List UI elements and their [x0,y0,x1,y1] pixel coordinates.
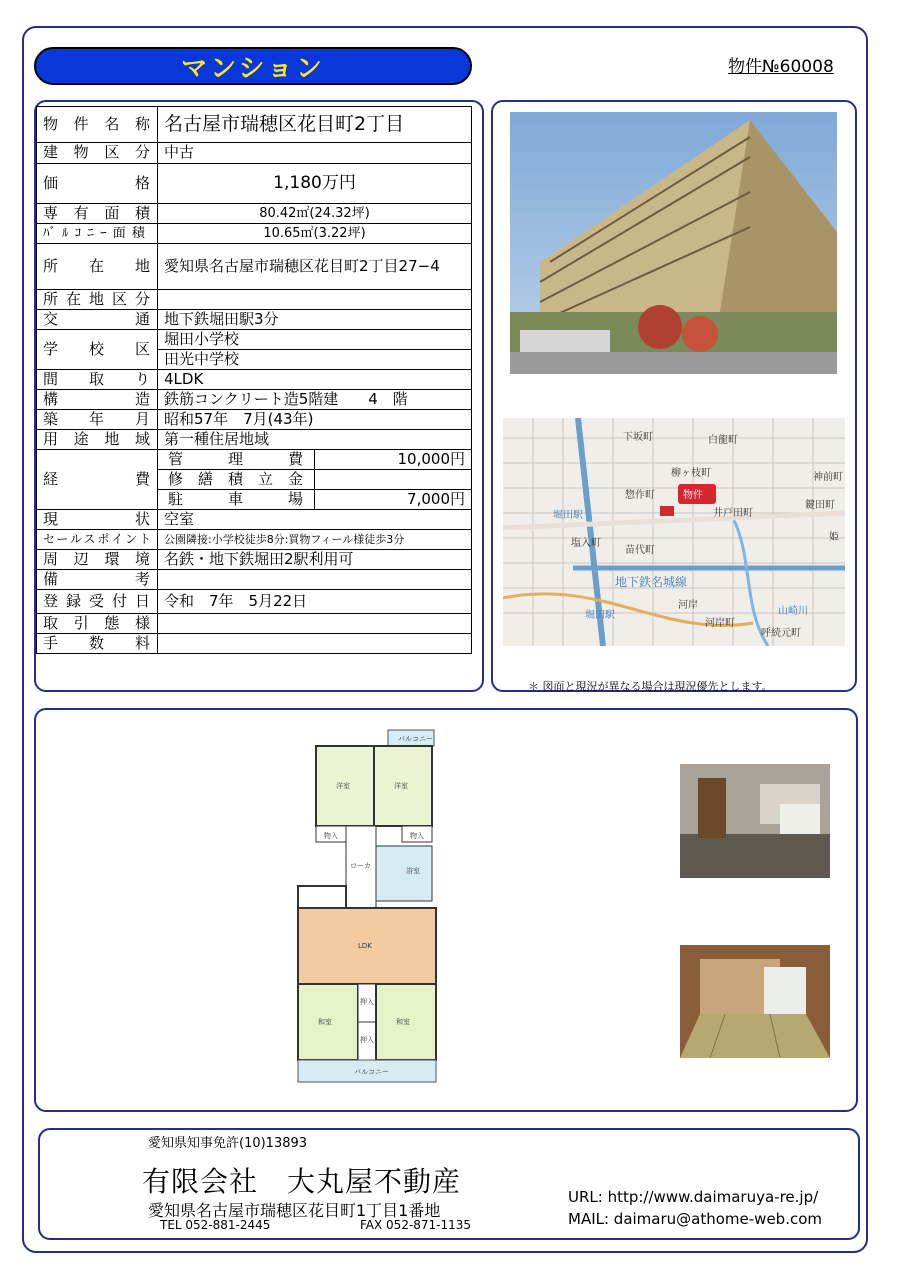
fee-value [158,634,472,654]
location-map [503,418,845,646]
table-row [37,410,472,430]
map-label-yamazaki: 山崎川 [778,606,808,617]
map-label-shinmae: 神前町 [813,472,843,483]
table-row [37,244,472,290]
map-label-sousaku: 惣作町 [625,490,655,501]
type-label: 建物区分 [37,143,158,164]
table-row [37,224,472,244]
interior-photo-washitsu [680,945,830,1058]
property-name: 名古屋市瑞穂区花目町2丁目 [158,107,472,143]
table-row [37,430,472,450]
structure-value: 鉄筋コンクリート造5階建 4 階 [158,390,472,410]
built-value: 昭和57年 7月(43年) [158,410,472,430]
company-url[interactable]: URL: http://www.daimaruya-re.jp/ [568,1188,819,1206]
property-info-table [36,106,472,654]
map-label-horita-station: 堀田駅 [553,510,583,521]
fee-label: 手数料 [37,634,158,654]
map-label-yobitsugi: 呼続元町 [761,628,801,639]
env-label: 周辺環境 [37,550,158,570]
map-label-kawagishicho: 河岸町 [705,618,735,629]
parking-value: 7,000円 [315,490,472,510]
balcony-value: 10.65㎡(3.22坪) [158,224,472,244]
zoning-value: 第一種住居地域 [158,430,472,450]
built-label: 築年月 [37,410,158,430]
table-row [37,550,472,570]
school-elementary: 堀田小学校 [158,330,472,350]
deal-value [158,614,472,634]
map-label-naeshiro: 苗代町 [625,545,655,556]
table-row [37,107,472,143]
area-value: 80.42㎡(24.32坪) [158,204,472,224]
transport-value: 地下鉄堀田駅3分 [158,310,472,330]
table-row [37,590,472,614]
structure-label: 構造 [37,390,158,410]
table-row [37,570,472,590]
area-label: 専有面積 [37,204,158,224]
name-label: 物件名称 [37,107,158,143]
company-tel: TEL 052-881-2445 [160,1218,271,1232]
plan-ldk: LDK [358,942,372,950]
table-row [37,330,472,350]
zoning-label: 用途地域 [37,430,158,450]
map-label-hime: 姫 [829,532,839,543]
table-row [37,143,472,164]
map-label-horita-v: 堀田駅 [585,610,615,621]
company-address: 愛知県名古屋市瑞穂区花目町1丁目1番地 [148,1201,441,1220]
sales-value: 公園隣接:小学校徒歩8分:買物フィール様徒歩3分 [158,530,472,550]
parking-label: 駐車場 [158,490,315,510]
plan-western-room: 洋室 [394,782,408,790]
map-label-idota: 井戸田町 [713,508,753,519]
category-title: マンション [181,53,325,84]
env-value: 名鉄・地下鉄堀田2駅利用可 [158,550,472,570]
price-label: 価格 [37,164,158,204]
map-label-bukken: 物件 [683,490,703,501]
table-row [37,450,472,470]
plan-western-room: 洋室 [336,782,350,790]
sales-label: セールスポイント [37,530,158,550]
company-name: 有限会社 大丸屋不動産 [142,1165,462,1198]
layout-label: 間取り [37,370,158,390]
category-banner [34,47,472,85]
reg-label: 登録受付日 [37,590,158,614]
status-label: 現状 [37,510,158,530]
plan-balcony-top: バルコニー [398,735,433,743]
costs-label: 経費 [37,450,158,510]
transport-label: 交通 [37,310,158,330]
map-label-shioiri: 塩入町 [571,538,601,549]
map-label-kawagishi: 河岸 [678,600,698,611]
table-row [37,290,472,310]
building-photo [510,112,837,374]
property-number: 物件№60008 [728,57,834,77]
repair-value [315,470,472,490]
plan-closet: 物入 [324,832,338,840]
balcony-label: ﾊﾞﾙｺﾆｰ面積 [37,224,158,244]
district-label: 所在地区分 [37,290,158,310]
table-row [37,204,472,224]
school-junior: 田光中学校 [158,350,472,370]
repair-label: 修繕積立金 [158,470,315,490]
map-label-shimosaka: 下坂町 [623,432,653,443]
plan-closet: 物入 [410,832,424,840]
table-row [37,390,472,410]
disclaimer-note: ＊ 図面と現況が異なる場合は現況優先とします。 [528,680,773,693]
plan-oshiire: 押入 [360,998,374,1006]
map-label-kagita: 鍵田町 [805,500,835,511]
table-row [37,634,472,654]
mgmt-label: 管理費 [158,450,315,470]
remarks-label: 備考 [37,570,158,590]
plan-hallway: ローカ [350,862,371,870]
plan-oshiire: 押入 [360,1036,374,1044]
reg-value: 令和 7年 5月22日 [158,590,472,614]
table-row [37,614,472,634]
address-label: 所在地 [37,244,158,290]
table-row [37,510,472,530]
plan-bathroom: 浴室 [406,867,420,875]
plan-japanese-room: 和室 [396,1018,410,1026]
table-row [37,530,472,550]
table-row [37,310,472,330]
map-label-hakuryu: 白龍町 [708,435,738,446]
plan-balcony-bottom: バルコニー [354,1068,389,1076]
district-value [158,290,472,310]
company-mail[interactable]: MAIL: daimaru@athome-web.com [568,1210,822,1228]
map-label-yanagaeda: 柳ヶ枝町 [671,468,711,479]
table-row [37,164,472,204]
type-value: 中古 [158,143,472,164]
status-value: 空室 [158,510,472,530]
interior-photo-ldk [680,764,830,878]
school-label: 学校区 [37,330,158,370]
table-row [37,370,472,390]
layout-value: 4LDK [158,370,472,390]
floor-plan [294,728,444,1088]
plan-japanese-room: 和室 [318,1018,332,1026]
address-value: 愛知県名古屋市瑞穂区花目町2丁目27−4 [158,244,472,290]
remarks-value [158,570,472,590]
deal-label: 取引態様 [37,614,158,634]
mgmt-value: 10,000円 [315,450,472,470]
company-fax: FAX 052-871-1135 [360,1218,472,1232]
price-value: 1,180万円 [158,164,472,204]
map-label-subway: 地下鉄名城線 [615,575,688,589]
license-number: 愛知県知事免許(10)13893 [148,1136,308,1151]
